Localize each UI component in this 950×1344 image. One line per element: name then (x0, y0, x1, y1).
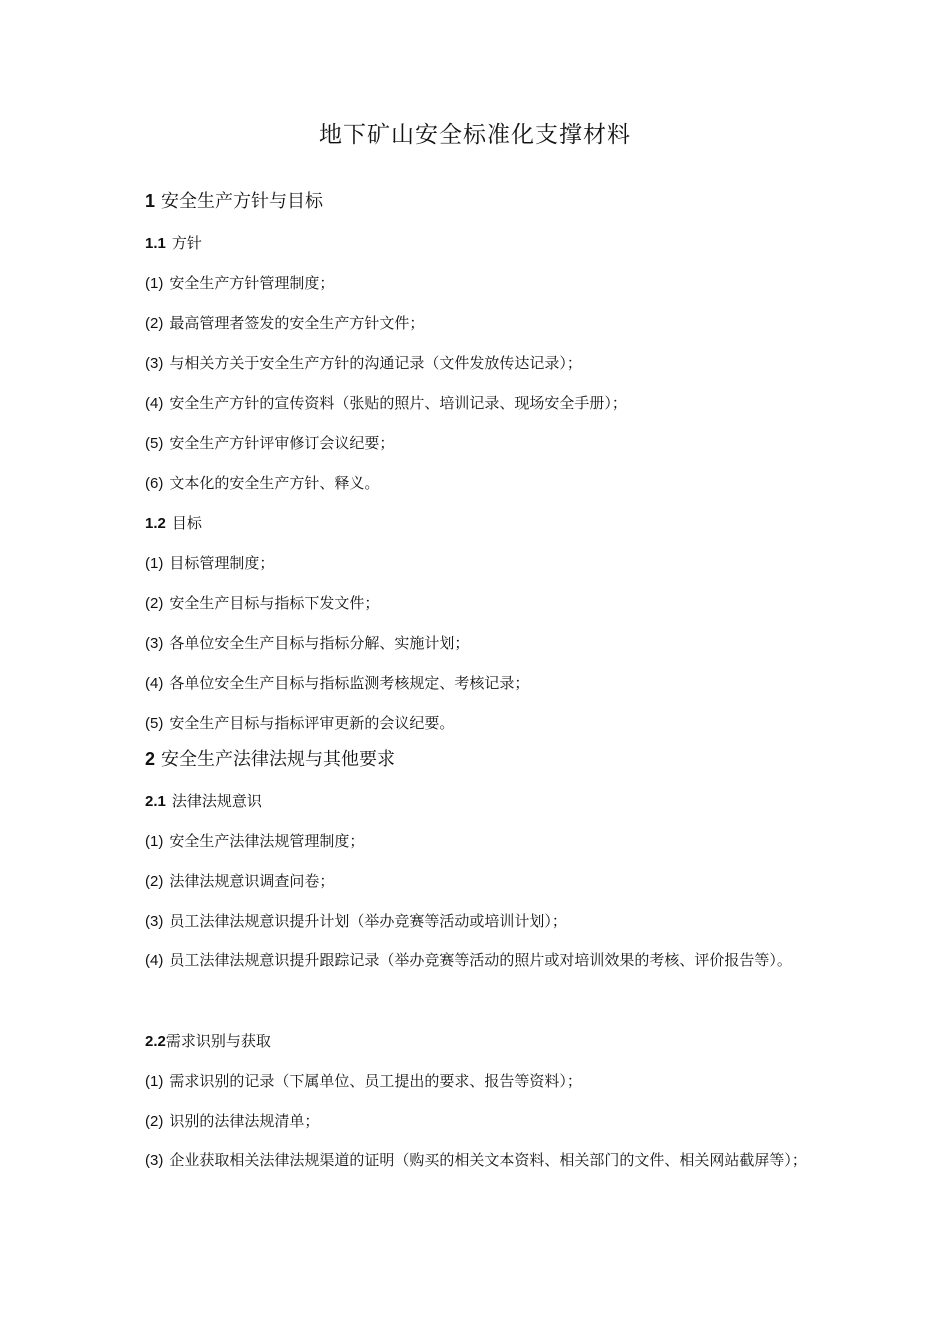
list-item: (2) 法律法规意识调查问卷； (145, 872, 335, 890)
list-item: (2) 安全生产目标与指标下发文件； (145, 594, 380, 612)
list-item: (1) 目标管理制度； (145, 554, 275, 572)
list-item: (5) 安全生产方针评审修订会议纪要； (145, 434, 395, 452)
list-item: (1) 安全生产法律法规管理制度； (145, 832, 365, 850)
list-item: (1) 安全生产方针管理制度； (145, 274, 335, 292)
list-item: (3) 企业获取相关法律法规渠道的证明（购买的相关文本资料、相关部门的文件、相关网站截屏等）； (145, 1151, 807, 1169)
list-item: (3) 与相关方关于安全生产方针的沟通记录（文件发放传达记录）； (145, 354, 582, 372)
list-item: (4) 安全生产方针的宣传资料（张贴的照片、培训记录、现场安全手册）； (145, 394, 627, 412)
list-item: (5) 安全生产目标与指标评审更新的会议纪要。 (145, 714, 455, 732)
list-item: (4) 员工法律法规意识提升跟踪记录（举办竞赛等活动的照片或对培训效果的考核、评价报告等）。 (145, 951, 792, 969)
list-item: (1) 需求识别的记录（下属单位、员工提出的要求、报告等资料）； (145, 1072, 582, 1090)
subsection-heading: 2.2需求识别与获取 (145, 1032, 271, 1050)
list-item: (6) 文本化的安全生产方针、释义。 (145, 474, 380, 492)
list-item: (3) 各单位安全生产目标与指标分解、实施计划； (145, 634, 470, 652)
subsection-heading: 1.1 方针 (145, 234, 202, 252)
document-title: 地下矿山安全标准化支撑材料 (319, 122, 631, 148)
section-heading: 1 安全生产方针与目标 (145, 191, 324, 212)
list-item: (2) 识别的法律法规清单； (145, 1112, 320, 1130)
list-item: (3) 员工法律法规意识提升计划（举办竞赛等活动或培训计划）； (145, 912, 567, 930)
section-heading: 2 安全生产法律法规与其他要求 (145, 749, 396, 770)
subsection-heading: 1.2 目标 (145, 514, 202, 532)
subsection-heading: 2.1 法律法规意识 (145, 792, 262, 810)
list-item: (4) 各单位安全生产目标与指标监测考核规定、考核记录； (145, 674, 530, 692)
list-item: (2) 最高管理者签发的安全生产方针文件； (145, 314, 425, 332)
